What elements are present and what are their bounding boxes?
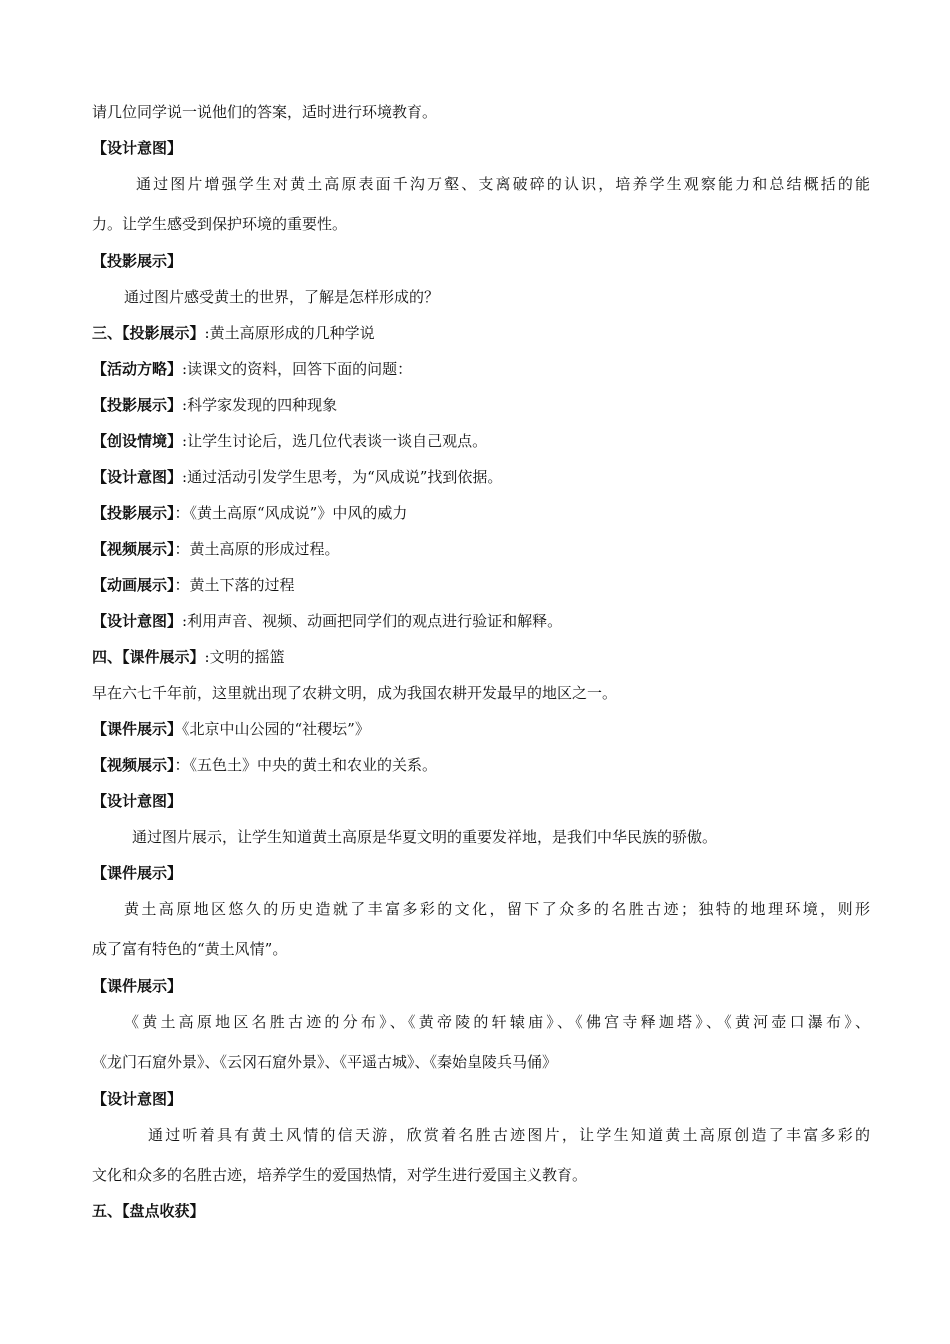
heading-projection-display: 【投影展示】 <box>92 252 183 270</box>
courseware-altar-line <box>92 719 870 739</box>
courseware-altar-label: 【课件展示】 <box>92 720 183 738</box>
section-five-heading: 五、【盘点收获】 <box>92 1202 205 1220</box>
video-formation-text: ：黄土高原的形成过程。 <box>174 540 340 558</box>
animation-label: 【动画展示】 <box>92 576 175 594</box>
video-formation-line <box>92 539 870 559</box>
heading-design-intent-3: 【设计意图】 <box>92 1090 183 1108</box>
design-intent-wind-text: :通过活动引发学生思考，为“风成说”找到依据。 <box>182 468 503 486</box>
scenario-text: :让学生讨论后，选几位代表谈一谈自己观点。 <box>182 432 488 450</box>
design-intent-wind-line <box>92 467 870 487</box>
scenario-label: 【创设情境】 <box>92 432 183 450</box>
section-four-text: :文明的摇篮 <box>204 648 285 666</box>
video-five-color-label: 【视频展示】 <box>92 756 175 774</box>
projection-phenomena-line <box>92 395 870 415</box>
section-three-text: :黄土高原形成的几种学说 <box>204 324 375 342</box>
paragraph-design-intent-1: 通过图片增强学生对黄土高原表面千沟万壑、支离破碎的认识，培养学生观察能力和总结概括的能 <box>136 175 870 193</box>
video-formation-label: 【视频展示】 <box>92 540 175 558</box>
section-four-line <box>92 647 870 667</box>
design-intent-wind-label: 【设计意图】 <box>92 468 183 486</box>
animation-text: ：黄土下落的过程 <box>174 576 295 594</box>
projection-wind-label: 【投影展示】 <box>92 504 175 522</box>
heading-courseware-display-1: 【课件展示】 <box>92 864 183 882</box>
projection-wind-line <box>92 503 870 523</box>
projection-wind-text: ：《黄土高原“风成说”》中风的威力 <box>174 504 408 522</box>
section-three-line <box>92 323 870 343</box>
projection-phenomena-text: :科学家发现的四种现象 <box>182 396 338 414</box>
paragraph-patriotism: 通过听着具有黄土风情的信天游，欣赏着名胜古迹图片，让学生知道黄土高原创造了丰富多彩的 <box>148 1126 870 1144</box>
paragraph-historic-culture: 黄土高原地区悠久的历史造就了丰富多彩的文化，留下了众多的名胜古迹；独特的地理环境，则形 <box>124 900 870 918</box>
heading-design-intent-2: 【设计意图】 <box>92 792 183 810</box>
activity-strategy-line <box>92 359 870 379</box>
paragraph-loess-world: 通过图片感受黄土的世界，了解是怎样形成的？ <box>124 288 440 306</box>
section-four-heading: 四、【课件展示】 <box>92 648 205 666</box>
heading-courseware-display-2: 【课件展示】 <box>92 977 183 995</box>
design-intent-media-label: 【设计意图】 <box>92 612 183 630</box>
paragraph-environment-education: 请几位同学说一说他们的答案，适时进行环境教育。 <box>92 103 438 121</box>
section-three-heading: 三、【投影展示】 <box>92 324 205 342</box>
paragraph-scenic-sites: 《黄土高原地区名胜古迹的分布》、《黄帝陵的轩辕庙》、《佛宫寺释迦塔》、《黄河壶口瀑布》、 <box>124 1013 870 1031</box>
paragraph-scenic-sites-cont: 《龙门石窟外景》、《云冈石窟外景》、《平遥古城》、《秦始皇陵兵马俑》 <box>92 1053 558 1071</box>
paragraph-cradle-civilization: 通过图片展示，让学生知道黄土高原是华夏文明的重要发祥地，是我们中华民族的骄傲。 <box>132 828 718 846</box>
paragraph-farming-civilization: 早在六七千年前，这里就出现了农耕文明，成为我国农耕开发最早的地区之一。 <box>92 684 618 702</box>
scenario-line <box>92 431 870 451</box>
paragraph-patriotism-cont: 文化和众多的名胜古迹，培养学生的爱国热情，对学生进行爱国主义教育。 <box>92 1166 588 1184</box>
paragraph-design-intent-1-cont: 力。让学生感受到保护环境的重要性。 <box>92 215 348 233</box>
design-intent-media-line <box>92 611 870 631</box>
paragraph-historic-culture-cont: 成了富有特色的“黄土风情”。 <box>92 940 288 958</box>
design-intent-media-text: :利用声音、视频、动画把同学们的观点进行验证和解释。 <box>182 612 563 630</box>
projection-phenomena-label: 【投影展示】 <box>92 396 183 414</box>
heading-design-intent: 【设计意图】 <box>92 139 183 157</box>
activity-strategy-text: :读课文的资料，回答下面的问题： <box>182 360 413 378</box>
animation-line <box>92 575 870 595</box>
courseware-altar-text: 《北京中山公园的“社稷坛”》 <box>182 720 370 738</box>
activity-strategy-label: 【活动方略】 <box>92 360 183 378</box>
video-five-color-line <box>92 755 870 775</box>
video-five-color-text: ：《五色土》中央的黄土和农业的关系。 <box>174 756 438 774</box>
